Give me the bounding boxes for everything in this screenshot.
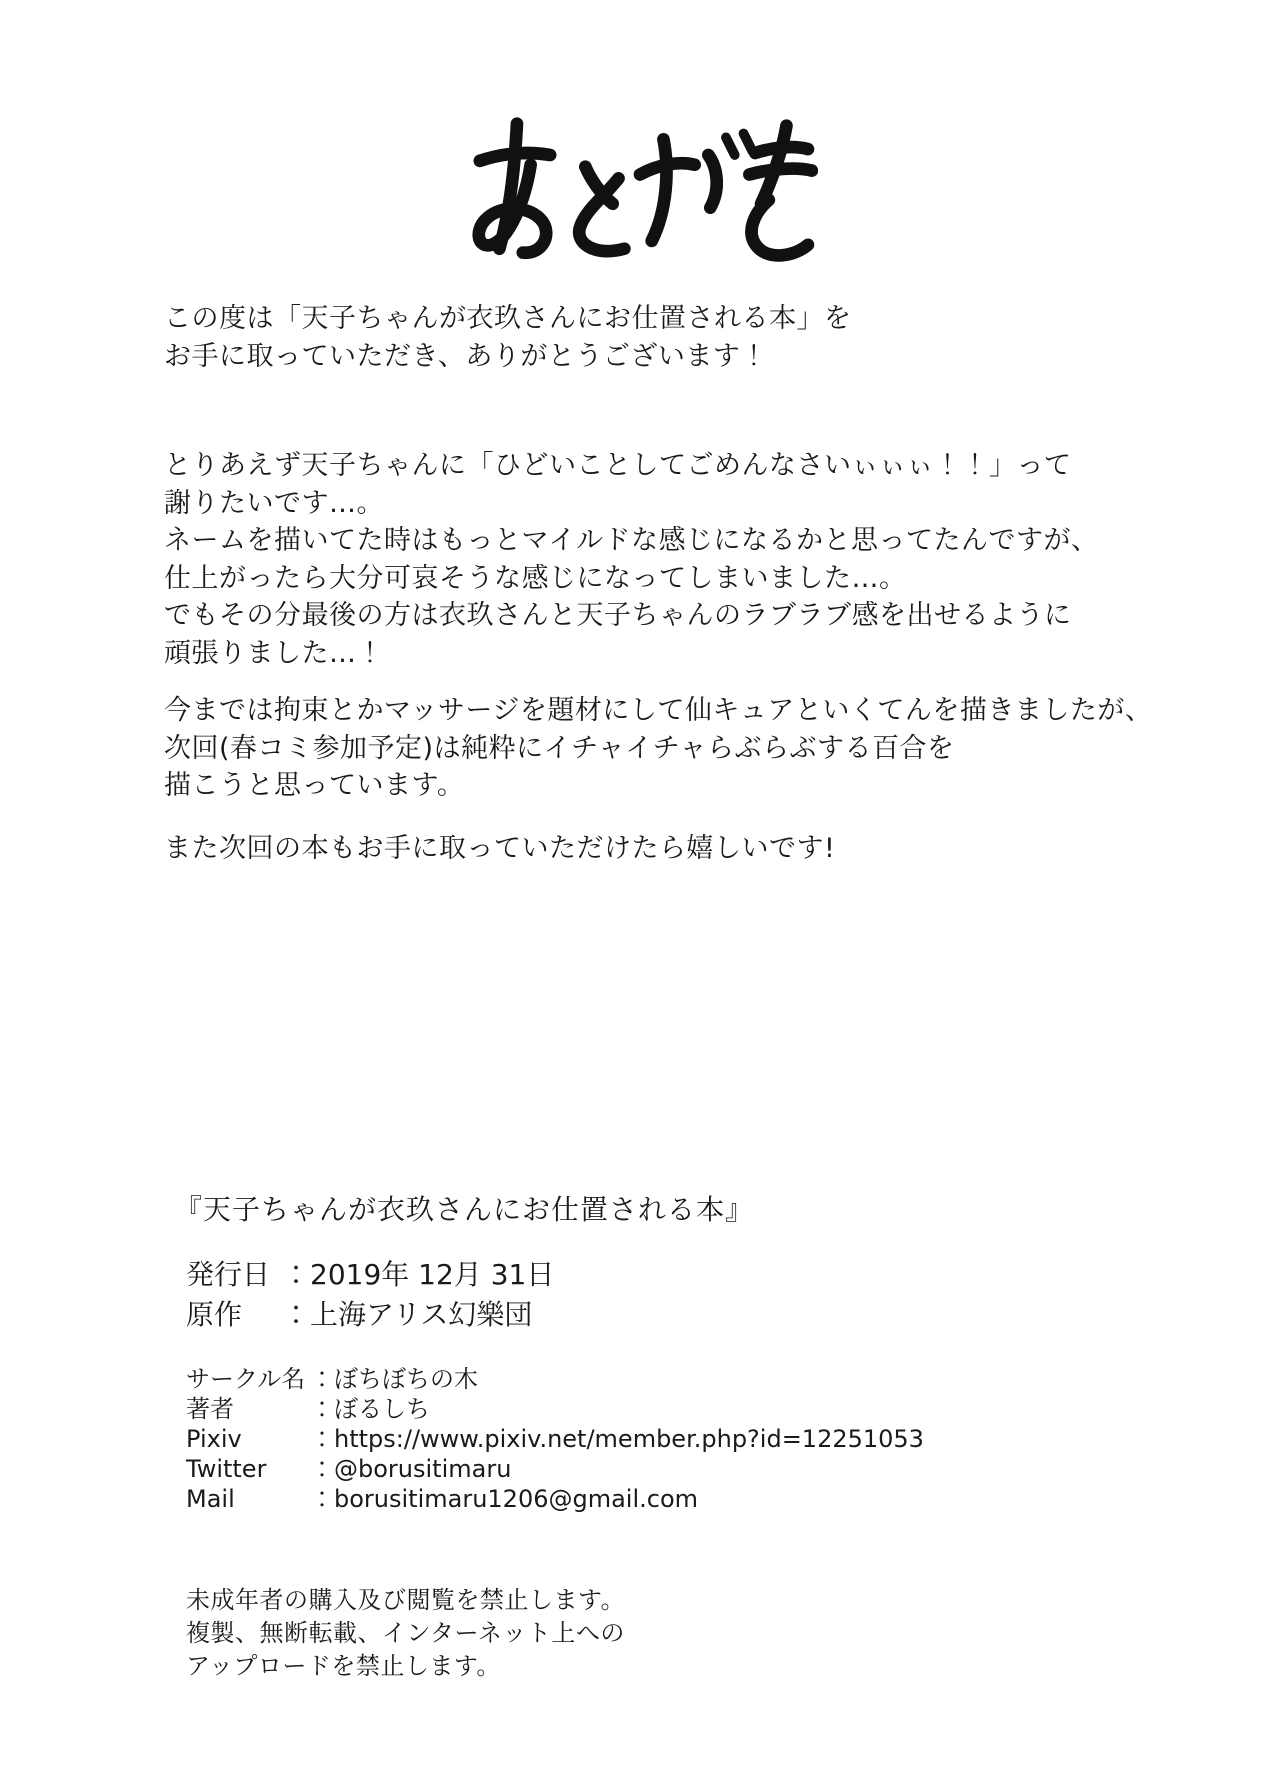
circle-name-label: サークル名: [186, 1365, 306, 1393]
afterword-line: 描こうと思っています。: [164, 770, 465, 801]
disclaimer-line: 未成年者の購入及び閲覧を禁止します。: [186, 1586, 626, 1614]
afterword-line: 仕上がったら大分可哀そうな感じになってしまいました…。: [164, 562, 907, 594]
mail-address: ：borusitimaru1206@gmail.com: [310, 1485, 699, 1513]
afterword-line: 次回(春コミ参加予定)は純粋にイチャイチャらぶらぶする百合を: [164, 732, 955, 764]
pixiv-label: Pixiv: [186, 1425, 242, 1453]
pixiv-row: [186, 1424, 924, 1454]
original-work-row: [186, 1295, 554, 1335]
afterword-line: ネームを描いてた時はもっとマイルドな感じになるかと思ってたんですが、: [164, 525, 1099, 556]
publication-date-value: ：2019年 12月 31日: [282, 1258, 555, 1291]
afterword-line: でもその分最後の方は衣玖さんと天子ちゃんのラブラブ感を出せるように: [164, 600, 1072, 631]
author-label: 著者: [186, 1395, 234, 1423]
disclaimer-line: 複製、無断転載、インターネット上への: [186, 1619, 625, 1647]
twitter-label: Twitter: [186, 1455, 267, 1483]
pixiv-url: ：https://www.pixiv.net/member.php?id=12251053: [310, 1425, 924, 1453]
afterword-line: この度は「天子ちゃんが衣玖さんにお仕置される本」を: [164, 303, 852, 334]
author-row: [186, 1394, 924, 1424]
paragraph-next-work: [164, 692, 1184, 805]
twitter-handle: ：@borusitimaru: [310, 1455, 512, 1483]
afterword-title-handwriting: [462, 112, 818, 278]
publication-date-row: [186, 1255, 554, 1295]
afterword-line: お手に取っていただき、ありがとうございます！: [164, 340, 768, 372]
twitter-row: [186, 1454, 924, 1484]
paragraph-thanks: [164, 300, 1184, 375]
afterword-line: また次回の本もお手に取っていただけたら嬉しいです!: [164, 833, 836, 864]
publication-info: [186, 1255, 554, 1335]
colophon-book-title: 『天子ちゃんが衣玖さんにお仕置される本』: [174, 1193, 755, 1226]
handwriting-strokes-svg: [462, 112, 818, 278]
circle-name-value: ：ぼちぼちの木: [310, 1365, 478, 1393]
disclaimer-line: アップロードを禁止します。: [186, 1652, 501, 1680]
afterword-line: 今までは拘束とかマッサージを題材にして仙キュアといくてんを描きましたが、: [164, 695, 1153, 726]
original-work-label: 原作: [186, 1298, 243, 1331]
circle-name-row: [186, 1364, 924, 1394]
publication-date-label: 発行日: [186, 1258, 271, 1291]
mail-row: [186, 1484, 924, 1514]
afterword-line: 頑張りました…！: [164, 637, 384, 669]
paragraph-closing: [164, 830, 1184, 868]
original-work-value: ：上海アリス幻樂団: [282, 1298, 533, 1331]
afterword-line: とりあえず天子ちゃんに「ひどいことしてごめんなさいぃぃぃ！！」って: [164, 450, 1072, 481]
mail-label: Mail: [186, 1485, 235, 1513]
paragraph-apology: [164, 447, 1184, 672]
afterword-line: 謝りたいです…。: [164, 487, 384, 519]
disclaimer: [186, 1584, 625, 1683]
author-value: ：ぼるしち: [310, 1395, 430, 1423]
circle-info: [186, 1364, 924, 1514]
